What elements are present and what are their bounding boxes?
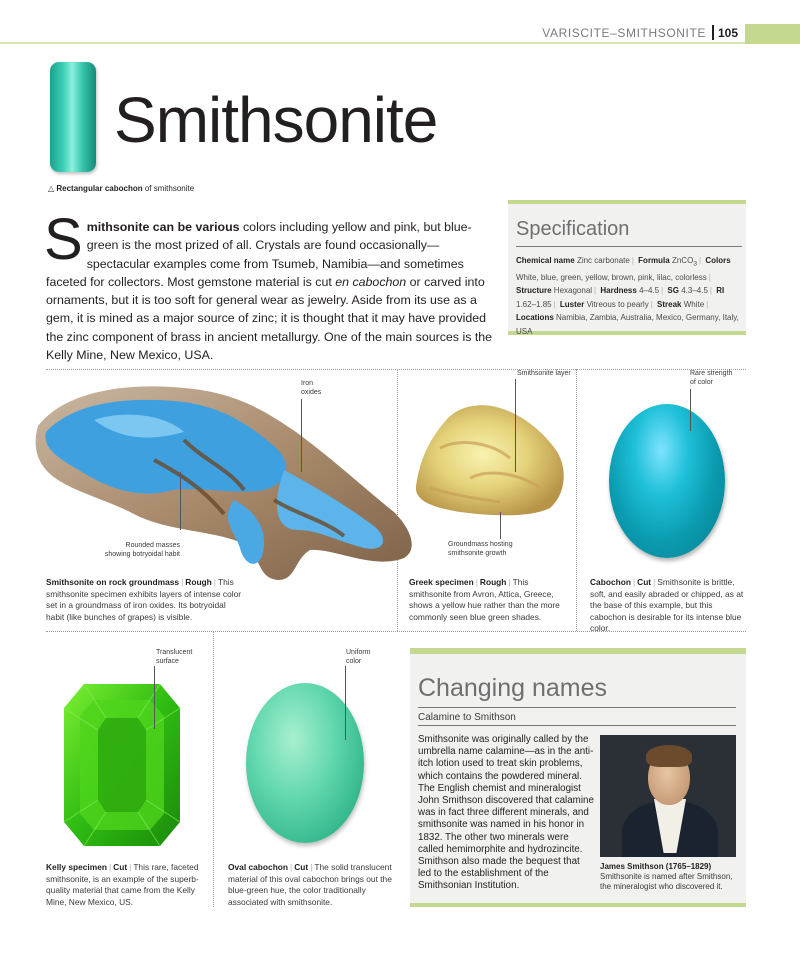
spec-label: Structure [516, 286, 552, 296]
title-image-caption [48, 184, 194, 193]
caption-text: This rare, faceted smithsonite, is an example of the superb-quality material that came from the Kelly Mine, New Mexico, US. [46, 862, 199, 907]
title-cabochon-image [50, 62, 96, 172]
caption-text: The solid translucent material of this oval cabochon brings out the blue-green hue, the color traditionally associated with smithsonite. [228, 862, 392, 907]
blue-cabochon-image [609, 404, 725, 558]
intro-paragraph [44, 207, 494, 364]
triangle-icon: △ [48, 184, 57, 193]
callout-line [515, 379, 516, 472]
spec-label: Chemical name [516, 256, 575, 265]
spec-value: ZnCO [671, 256, 694, 265]
callout-groundmass [448, 540, 513, 558]
callout-iron-oxides [301, 379, 321, 397]
callout-line [301, 399, 302, 472]
spec-value: Hexagonal [553, 286, 593, 296]
page-title: Smithsonite [114, 84, 438, 156]
spec-label: Formula [638, 256, 670, 265]
greek-specimen-image [410, 398, 568, 518]
column-divider [576, 369, 577, 631]
changing-names-title: Changing names [418, 674, 608, 702]
callout-line [690, 389, 691, 431]
specification-rule [516, 246, 742, 247]
callout-rare-strength [690, 369, 732, 387]
caption-text: Smithsonite is brittle, soft, and easily abraded or chipped, as at the base of this example, but this cabochon is desirable for its intense blue color. [590, 577, 744, 634]
caption-kind: Cut [637, 577, 652, 587]
spec-value: Zinc carbonate [576, 256, 630, 265]
spec-value: 1.62–1.85 [516, 299, 552, 309]
callout-line [500, 512, 501, 539]
spec-value: 4.3–4.5 [681, 286, 708, 296]
callout-text: Groundmass hosting smithsonite growth [448, 541, 513, 557]
header-separator [712, 25, 714, 40]
specification-body: Chemical name Zinc carbonate | Formula ZnCO$_3$ | Colors White, blue, green, yellow, brown, pink, lilac, colorless | Structure Hexagonal | Hardness 4–4.5 | SG 4.3–4.5 | RI 1.62–1.85 | Luster Vitreous to pearly | Streak White | Locations Namibia, Zambia, Australia, Mexico, Germany, Italy, USA [516, 256, 739, 336]
callout-text: Smithsonite layer [517, 370, 571, 377]
caption-title: Greek specimen [409, 577, 474, 587]
header-color-block [745, 24, 800, 44]
callout-line [154, 666, 155, 729]
changing-names-rule [418, 725, 736, 726]
changing-names-text: Smithsonite was originally called by the umbrella name calamine—as in the anti-itch lotion used to treat skin problems, which contains the powdered mineral. The English chemist and mineralogist John Smithson discovered that calamine was in fact three different minerals, and smithsonite was named in his honor in 1832. The other two minerals were called hemimorphite and hydrozincite. Smithson also made the bequest that led to the establishment of the Smithsonian Institution. [418, 734, 594, 892]
spec-label: SG [667, 286, 679, 296]
drop-cap: S [44, 207, 83, 272]
caption-kind: Cut [294, 862, 309, 872]
callout-translucent [156, 648, 192, 666]
row-divider-top [46, 369, 746, 370]
caption-kind: Rough [185, 577, 212, 587]
intro-italic: en cabochon [335, 274, 407, 289]
spec-label: Streak [657, 299, 682, 309]
callout-text: Uniform color [346, 649, 371, 665]
james-smithson-portrait [600, 735, 736, 857]
callout-text: Rounded masses showing botryoidal habit [104, 542, 180, 558]
oval-cabochon-image [246, 683, 364, 843]
caption-oval-cabochon: Oval cabochon | Cut | The solid translucent material of this oval cabochon brings out the blue-green hue, the color traditionally associated with smithsonite. [228, 862, 392, 907]
changing-names-subtitle: Calamine to Smithson [418, 712, 516, 723]
callout-uniform [346, 648, 371, 666]
callout-text: Iron oxides [301, 380, 322, 396]
intro-text-2: or carved into ornaments, but it is too soft for general wear as jewelry. Aside from its use as a gem, it is mined as a major source of zinc; it is thought that it may have provided the zinc component of brass in ancient metallurgy. One of the main sources is the Kelly Mine, New Mexico, USA. [46, 274, 493, 363]
portrait-caption-title: James Smithson (1765–1829) [600, 862, 712, 871]
spec-value: White, blue, green, yellow, brown, pink, lilac, colorless [516, 273, 707, 282]
spec-value: Vitreous to pearly [586, 299, 649, 309]
spec-value: White [683, 299, 705, 309]
callout-text: Translucent surface [156, 649, 193, 665]
caption-title: Kelly specimen [46, 862, 107, 872]
intro-text: colors including yellow and pink, but blue-green is the most prized of all. Crystals are found occasionally—spectacular examples come from Tsumeb, Namibia—and sometimes faceted for collectors. Most gemstone material is cut [46, 220, 472, 289]
column-divider [213, 631, 214, 907]
spec-value: Namibia, Zambia, Australia, Mexico, Germany, Italy, USA [516, 313, 739, 336]
caption-kind: Rough [479, 577, 507, 587]
spec-value: 4–4.5 [639, 286, 660, 296]
caption-cabochon: Cabochon | Cut | Smithsonite is brittle, soft, and easily abraded or chipped, as at the base of this example, but this cabochon is desirable for its intense blue color. [590, 577, 744, 634]
callout-smithsonite-layer [517, 369, 571, 378]
callout-line [345, 666, 346, 740]
caption-text: This smithsonite from Avron, Attica, Greece, shows a yellow hue rather than the more commonly seen blue green shades. [409, 577, 560, 622]
caption-greek-specimen: Greek specimen | Rough | This smithsonite from Avron, Attica, Greece, shows a yellow hue rather than the more commonly seen blue green shades. [409, 577, 560, 622]
caption-title: Cabochon [590, 577, 631, 587]
callout-text: Rare strength of color [690, 370, 733, 386]
caption-title: Oval cabochon [228, 862, 289, 872]
header-rule [0, 42, 800, 44]
changing-names-rule [418, 707, 736, 708]
callout-line [180, 472, 181, 530]
intro-lead: mithsonite can be various [86, 220, 240, 234]
callout-rounded-masses [100, 541, 180, 559]
running-header: VARISCITE–SMITHSONITE [542, 26, 706, 40]
caption-rock-groundmass: Smithsonite on rock groundmass | Rough | This smithsonite specimen exhibits layers of intense color set in a groundmass of iron oxides. Its botryoidal habit (like bunches of grapes) is visible. [46, 577, 242, 622]
caption-text: This smithsonite specimen exhibits layers of intense color set in a groundmass of iron oxides. Its botryoidal habit (like bunches of grapes) is visible. [46, 577, 242, 622]
spec-label: Locations [516, 313, 554, 323]
kelly-specimen-image [64, 684, 180, 846]
portrait-caption [600, 862, 740, 892]
title-caption-bold: Rectangular cabochon [56, 184, 143, 193]
caption-kind: Cut [113, 862, 128, 872]
portrait-caption-text: Smithsonite is named after Smithson, the mineralogist who discovered it. [600, 872, 733, 891]
page-number: 105 [717, 26, 738, 40]
spec-label: RI [716, 286, 725, 296]
title-caption-rest: of smithsonite [142, 184, 195, 193]
specification-box [508, 200, 746, 335]
changing-names-box [410, 648, 746, 907]
caption-kelly-specimen: Kelly specimen | Cut | This rare, faceted smithsonite, is an example of the superb-quality material that came from the Kelly Mine, New Mexico, US. [46, 862, 199, 907]
spec-label: Hardness [600, 286, 637, 296]
spec-subscript: 3 [693, 260, 698, 268]
rock-groundmass-specimen-image [34, 380, 416, 580]
caption-title: Smithsonite on rock groundmass [46, 577, 180, 587]
spec-label: Luster [559, 299, 585, 309]
specification-title: Specification [516, 218, 630, 240]
spec-label: Colors [705, 256, 731, 265]
